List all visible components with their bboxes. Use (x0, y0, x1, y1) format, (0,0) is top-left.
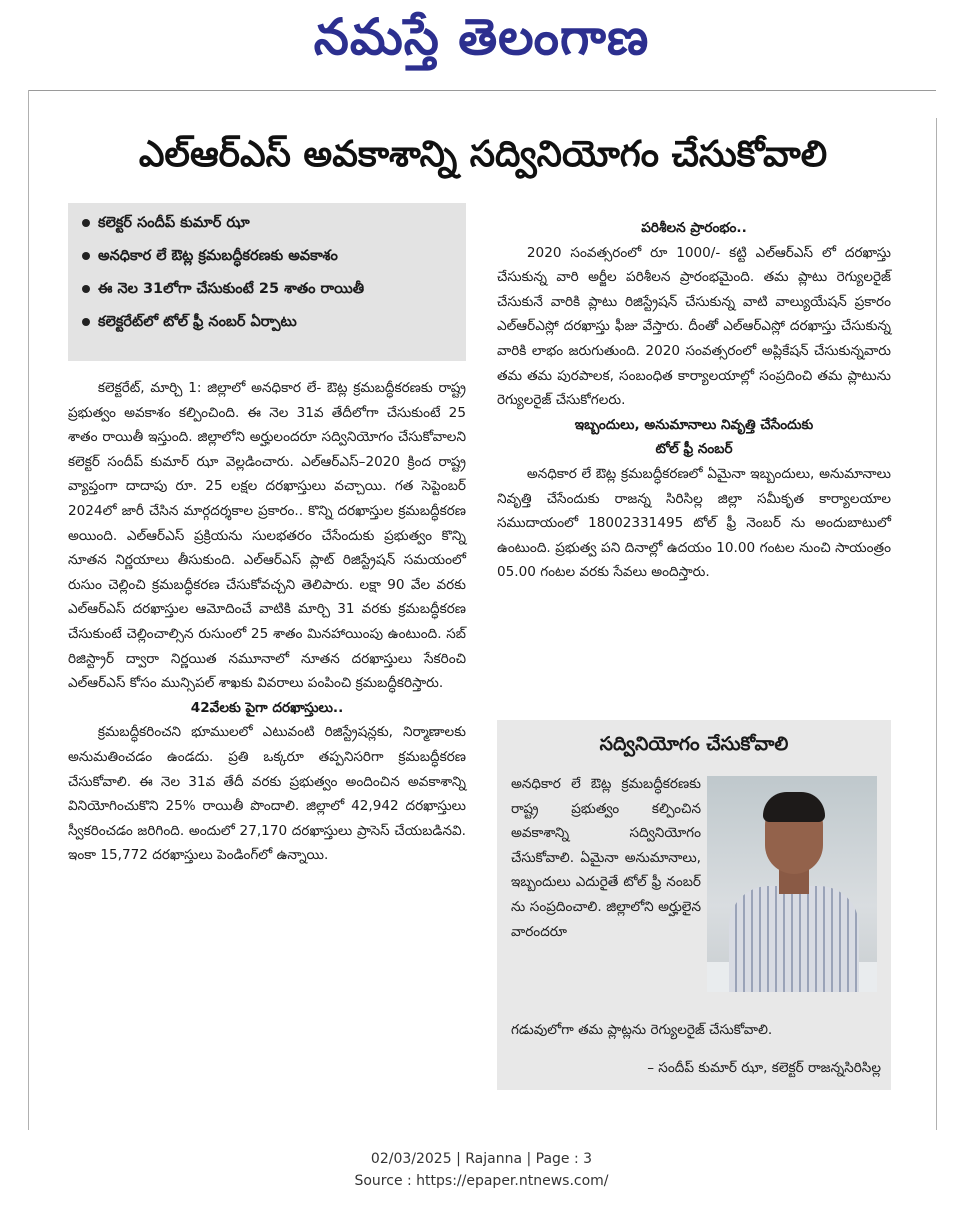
right-paragraph-2: అనధికార లే ఔట్ల క్రమబద్ధీకరణలో ఏమైనా ఇబ్బందులు, అనుమానాలు నివృత్తి చేసేందుకు రాజన్న సిరిసిల్ల జిల్లా సమీకృత కార్యాలయాల సముదాయంలో 18002331495 టోల్ ఫ్రీ నెంబర్ ను అందుబాటులో ఉంటుంది. ప్రభుత్వ పని దినాల్లో ఉదయం 10.00 గంటల నుంచి సాయంత్రం 05.00 గంటల వరకు సేవలు అందిస్తారు. (497, 465, 891, 581)
bullet-icon (82, 318, 90, 326)
footer-date-edition: 02/03/2025 | Rajanna | Page : 3 (370, 1151, 593, 1167)
masthead: నమస్తే తెలంగాణ (313, 7, 650, 66)
article-headline: ఎల్‌ఆర్‌ఎస్ అవకాశాన్ని సద్వినియోగం చేసుకోవాలి (138, 134, 828, 175)
quote-signature: – సందీప్ కుమార్ ఝా, కలెక్టర్ రాజన్నసిరిసిల్ల (647, 1060, 881, 1076)
bullet-icon (82, 252, 90, 260)
left-paragraph-1: కలెక్టరేట్, మార్చి 1: జిల్లాలో అనధికార లే- ఔట్ల క్రమబద్ధీకరణకు రాష్ట్ర ప్రభుత్వం అవకాశం కల్పించింది. ఈ నెల 31వ తేదీలోగా చేసుకుంటే 25 శాతం రాయితీ ఇస్తుంది. జిల్లాలోని అర్హులందరూ సద్వినియోగం చేసుకోవాలని కలెక్టర్ సందీప్ కుమార్ ఝా వెల్లడించారు. ఎల్‌ఆర్‌ఎస్–2020 క్రింద రాష్ట్ర వ్యాప్తంగా దాదాపు రూ. 25 లక్షల దరఖాస్తులు వచ్చాయి. గత సెప్టెంబర్ 2024లో జారీ చేసిన మార్గదర్శకాల ప్రకారం.. కొన్ని దరఖాస్తుల క్రమబద్ధీకరణ అయింది. ఎల్‌ఆర్‌ఎస్ ప్రక్రియను సులభతరం చేసేందుకు ప్రభుత్వం కొన్ని నూతన నిర్ణయాలు తీసుకుంది. ఎల్‌ఆర్‌ఎస్ ప్లాట్ రిజిస్ట్రేషన్ సమయంలో రుసుం చెల్లించి క్రమబద్ధీకరణ చేసుకోవచ్చని తెలిపారు. లక్షా 90 వేల వరకు ఎల్‌ఆర్‌ఎస్ దరఖాస్తుల ఆమోదించే వాటికి మార్చి 31 వరకు క్రమబద్ధీకరణ చేసుకుంటే చెల్లించాల్సిన రుసుంలో 25 శాతం మినహాయింపు ఉంటుంది. సబ్ రిజిస్ట్రార్ ద్వారా నిర్ణయిత నమూనాలో నూతన దరఖాస్తులు సేకరించి ఎల్‌ఆర్‌ఎస్ కోసం మున్సిపల్ శాఖకు వివరాలు పంపించి క్రమబద్ధీకరిస్తారు. (68, 380, 466, 692)
right-paragraph-1: 2020 సంవత్సరంలో రూ 1000/- కట్టి ఎల్‌ఆర్‌ఎస్ లో దరఖాస్తు చేసుకున్న వారి అర్జీల పరిశీలన ప్రారంభమైంది. తమ ప్లాటు రెగ్యులరైజ్ చేసుకునే వారికి ప్లాటు రిజిస్ట్రేషన్ చేసుకున్న వాటి వాల్యుయేషన్ ప్రకారం ఎల్‌ఆర్‌ఎస్లో దరఖాస్తు ఫీజు వేస్తారు. దీంతో ఎల్‌ఆర్‌ఎస్లో దరఖాస్తు చేసుకున్న వారికి లాభం జరుగుతుంది. 2020 సంవత్సరంలో అప్లికేషన్ చేసుకున్నవారు తమ తమ పురపాలక, సంబంధిత కార్యాలయాల్లో సంప్రదించి తమ ప్లాటును రెగ్యులరైజ్ చేసుకోగలరు. (497, 244, 891, 409)
right-subheading-1: పరిశీలన ప్రారంభం.. (641, 220, 747, 236)
highlight-item (68, 240, 466, 273)
right-subheading-2b: టోల్ ఫ్రీ నంబర్ (655, 441, 733, 458)
left-subheading: 42వేలకు పైగా దరఖాస్తులు.. (190, 699, 344, 716)
highlight-text: కలెక్టరేట్‌లో టోల్ ఫ్రీ నంబర్ ఏర్పాటు (98, 314, 297, 330)
right-subheading-2a: ఇబ్బందులు, అనుమానాలు నివృత్తి చేసేందుకు (574, 416, 814, 433)
masthead-rule (28, 90, 936, 91)
highlight-item (68, 207, 466, 240)
column-rule-right (936, 118, 937, 1130)
collector-quote-box (497, 720, 891, 1090)
photo-shirt (729, 886, 859, 992)
quote-title: సద్వినియోగం చేసుకోవాలి (599, 733, 789, 755)
highlights-box (68, 203, 466, 361)
left-paragraph-2: క్రమబద్ధీకరించని భూములలో ఎటువంటి రిజిస్ట్రేషన్లకు, నిర్మాణాలకు అనుమతించడం ఉండదు. ప్రతి ఒక్కరూ తప్పనిసరిగా క్రమబద్ధీకరణ చేసుకోవాలి. ఈ నెల 31వ తేదీ వరకు ప్రభుత్వం అందించిన అవకాశాన్ని వినియోగించుకొని 25% రాయితీ పొందాలి. జిల్లాలో 42,942 దరఖాస్తులు స్వీకరించడం జరిగింది. అందులో 27,170 దరఖాస్తులు ప్రాసెస్ చేయబడినవి. ఇంకా 15,772 దరఖాస్తులు పెండింగ్‌లో ఉన్నాయి. (68, 724, 466, 864)
column-rule-left (28, 90, 29, 1130)
left-column (68, 376, 466, 868)
collector-photo (707, 776, 877, 992)
highlight-text: అనధికార లే ఔట్ల క్రమబద్ధీకరణకు అవకాశం (98, 248, 338, 264)
bullet-icon (82, 219, 90, 227)
quote-text-continued: గడువులోగా తమ ప్లాట్లను రెగ్యులరైజ్ చేసుకోవాలి. (511, 1022, 773, 1038)
highlight-text: ఈ నెల 31లోగా చేసుకుంటే 25 శాతం రాయితీ (98, 281, 365, 297)
right-column (497, 216, 891, 585)
bullet-icon (82, 285, 90, 293)
photo-hair (763, 792, 825, 822)
highlight-text: కలెక్టర్ సందీప్ కుమార్ ఝా (98, 215, 250, 231)
quote-text: అనధికార లే ఔట్ల క్రమబద్ధీకరణకు రాష్ట్ర ప్రభుత్వం కల్పించిన అవకాశాన్ని సద్వినియోగం చేసుకోవాలి. ఏమైనా అనుమానాలు, ఇబ్బందులు ఎదురైతే టోల్ ఫ్రీ నంబర్ ను సంప్రదించాలి. జిల్లాలోని అర్హులైన వారందరూ (511, 776, 701, 940)
highlight-item (68, 273, 466, 306)
highlight-item (68, 306, 466, 339)
footer-source: Source : https://epaper.ntnews.com/ (354, 1173, 609, 1189)
